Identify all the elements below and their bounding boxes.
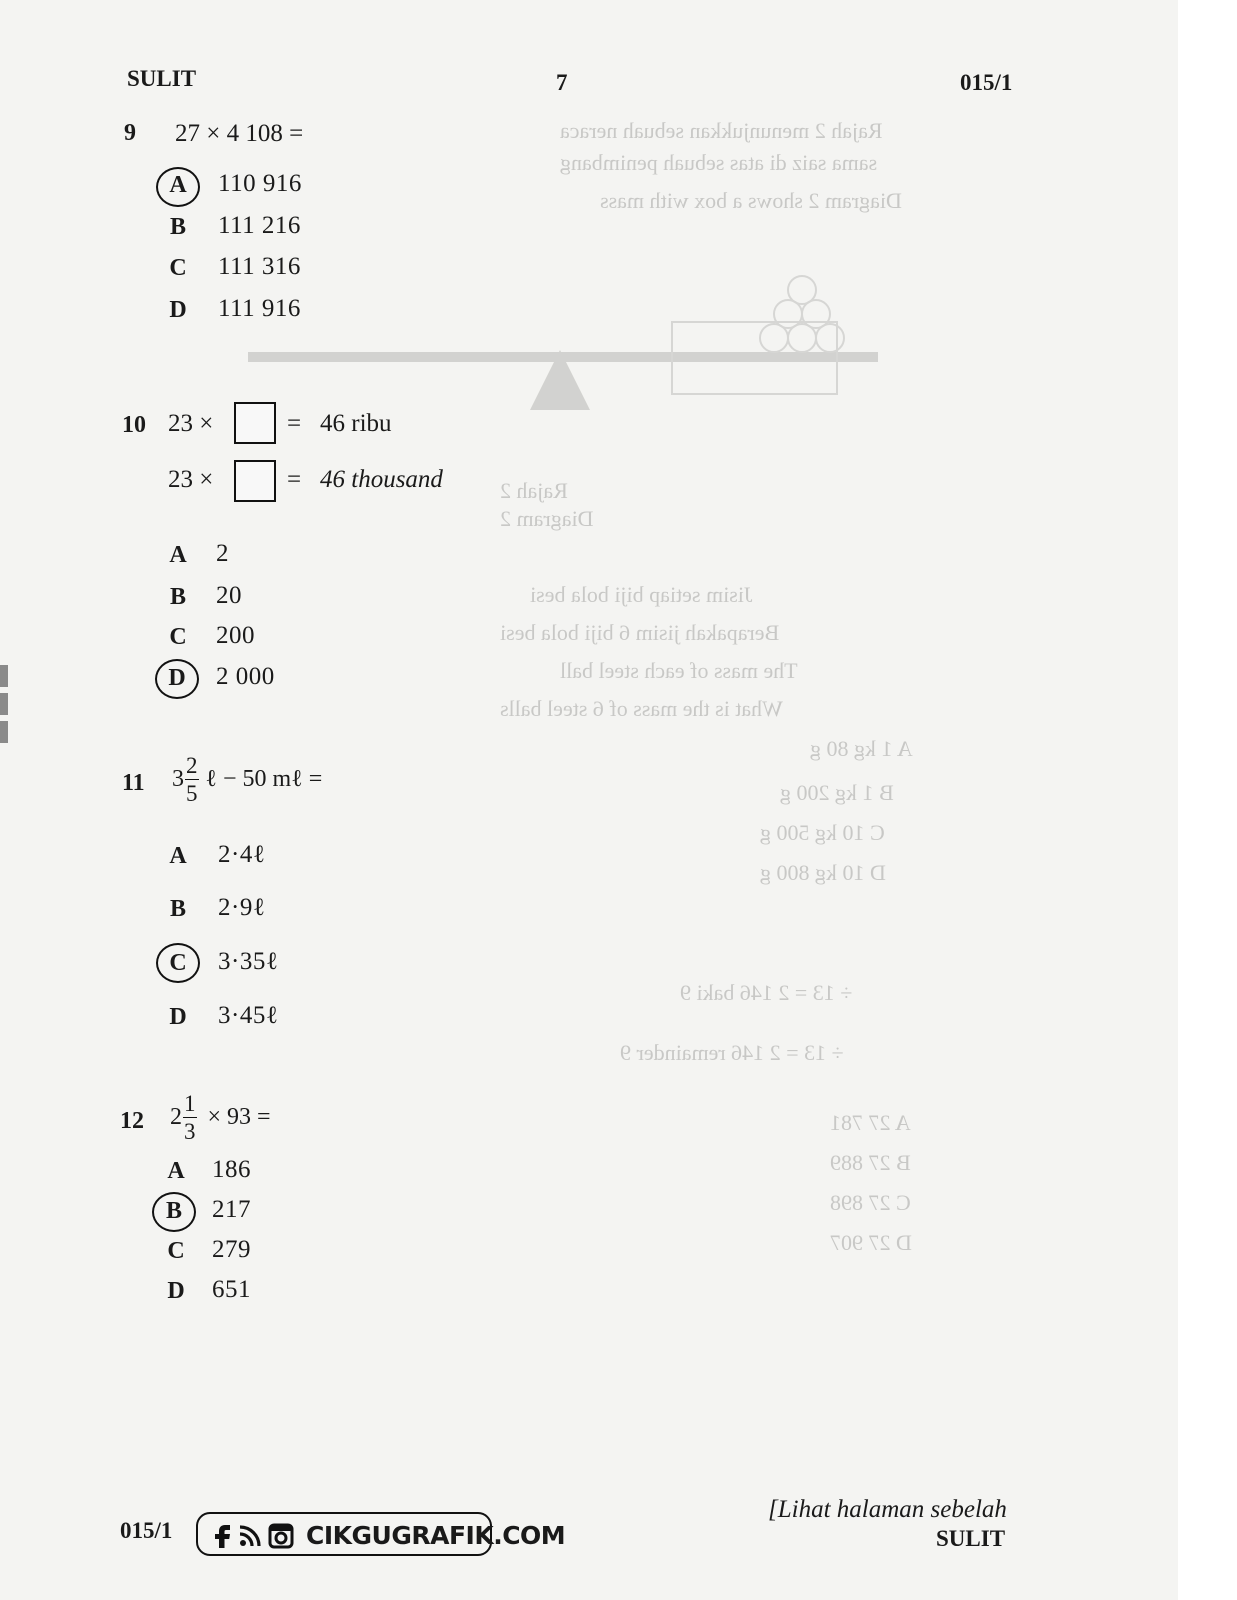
footer-code: 015/1: [120, 1518, 173, 1543]
question-number: 9: [124, 120, 136, 146]
margin-mark: [0, 693, 8, 715]
answer-box: [234, 460, 276, 502]
instagram-icon: [268, 1523, 294, 1549]
facebook-icon: [212, 1523, 232, 1549]
option-letter: B: [169, 896, 186, 922]
option-text: 279: [212, 1236, 251, 1263]
mixed-fraction: [170, 1092, 271, 1143]
header-sulit: SULIT: [127, 66, 197, 91]
fraction-numerator: 2: [186, 753, 198, 778]
stem-line1-left: 23 ×: [168, 410, 214, 437]
paper-code: 015/1: [960, 70, 1013, 95]
question-number: 11: [122, 770, 145, 796]
fraction-whole: 2: [170, 1104, 182, 1130]
answer-box: [234, 402, 276, 444]
fraction-denominator: 5: [186, 781, 198, 806]
question-number: 12: [120, 1108, 144, 1134]
page-number: 7: [556, 70, 568, 95]
social-banner[interactable]: [196, 1512, 566, 1556]
mixed-fraction: [172, 754, 322, 805]
margin-mark: [0, 665, 8, 687]
fraction: [185, 754, 199, 805]
option-text: 651: [212, 1276, 251, 1303]
option-letter: D: [169, 297, 187, 323]
option-text: 111 316: [218, 253, 301, 280]
rss-icon: [238, 1524, 262, 1548]
option-letter: B: [169, 214, 186, 240]
option-text: 3·45ℓ: [218, 1002, 279, 1029]
option-letter: D: [169, 1004, 187, 1030]
option-letter: C: [167, 1238, 185, 1264]
option-text: 110 916: [218, 170, 302, 197]
footer-sulit: SULIT: [936, 1526, 1006, 1551]
option-letter: D: [167, 1278, 185, 1304]
option-text: 3·35ℓ: [218, 948, 279, 975]
fraction-whole: 3: [172, 766, 184, 792]
stem-line2-equals: =: [287, 466, 302, 493]
fraction-numerator: 1: [184, 1091, 196, 1116]
option-text: 217: [212, 1196, 251, 1223]
ghost-balance-figure: [240, 270, 890, 420]
option-text: 20: [216, 582, 242, 609]
question-stem: 27 × 4 108 =: [175, 120, 304, 147]
option-text: 2 000: [216, 663, 275, 690]
option-text: 111 916: [218, 295, 301, 322]
option-letter: C: [169, 255, 187, 281]
option-letter: C: [169, 624, 187, 650]
option-text: 111 216: [218, 212, 301, 239]
option-letter: A: [167, 1158, 185, 1184]
question-number: 10: [122, 412, 146, 438]
stem-rest: × 93 =: [207, 1104, 271, 1130]
option-letter: D: [168, 665, 186, 691]
option-letter: A: [169, 172, 187, 198]
option-text: 2·4ℓ: [218, 841, 266, 868]
footer-note: [Lihat halaman sebelah: [768, 1496, 1007, 1523]
page-edge: [1178, 0, 1237, 1600]
fraction: [183, 1092, 197, 1143]
option-text: 200: [216, 622, 255, 649]
stem-line1-value: 46 ribu: [320, 410, 392, 437]
stem-rest: ℓ − 50 mℓ =: [205, 766, 323, 792]
stem-line2-value: 46 thousand: [320, 466, 443, 493]
option-text: 2·9ℓ: [218, 894, 266, 921]
option-letter: B: [169, 584, 186, 610]
social-text: CIKGUGRAFIK.COM: [306, 1521, 566, 1550]
option-letter: B: [165, 1198, 182, 1224]
stem-line2-left: 23 ×: [168, 466, 214, 493]
stem-line1-equals: =: [287, 410, 302, 437]
option-text: 186: [212, 1156, 251, 1183]
option-letter: C: [169, 950, 187, 976]
fraction-denominator: 3: [184, 1119, 196, 1144]
margin-mark: [0, 721, 8, 743]
option-letter: A: [169, 542, 187, 568]
option-letter: A: [169, 843, 187, 869]
option-text: 2: [216, 540, 229, 567]
